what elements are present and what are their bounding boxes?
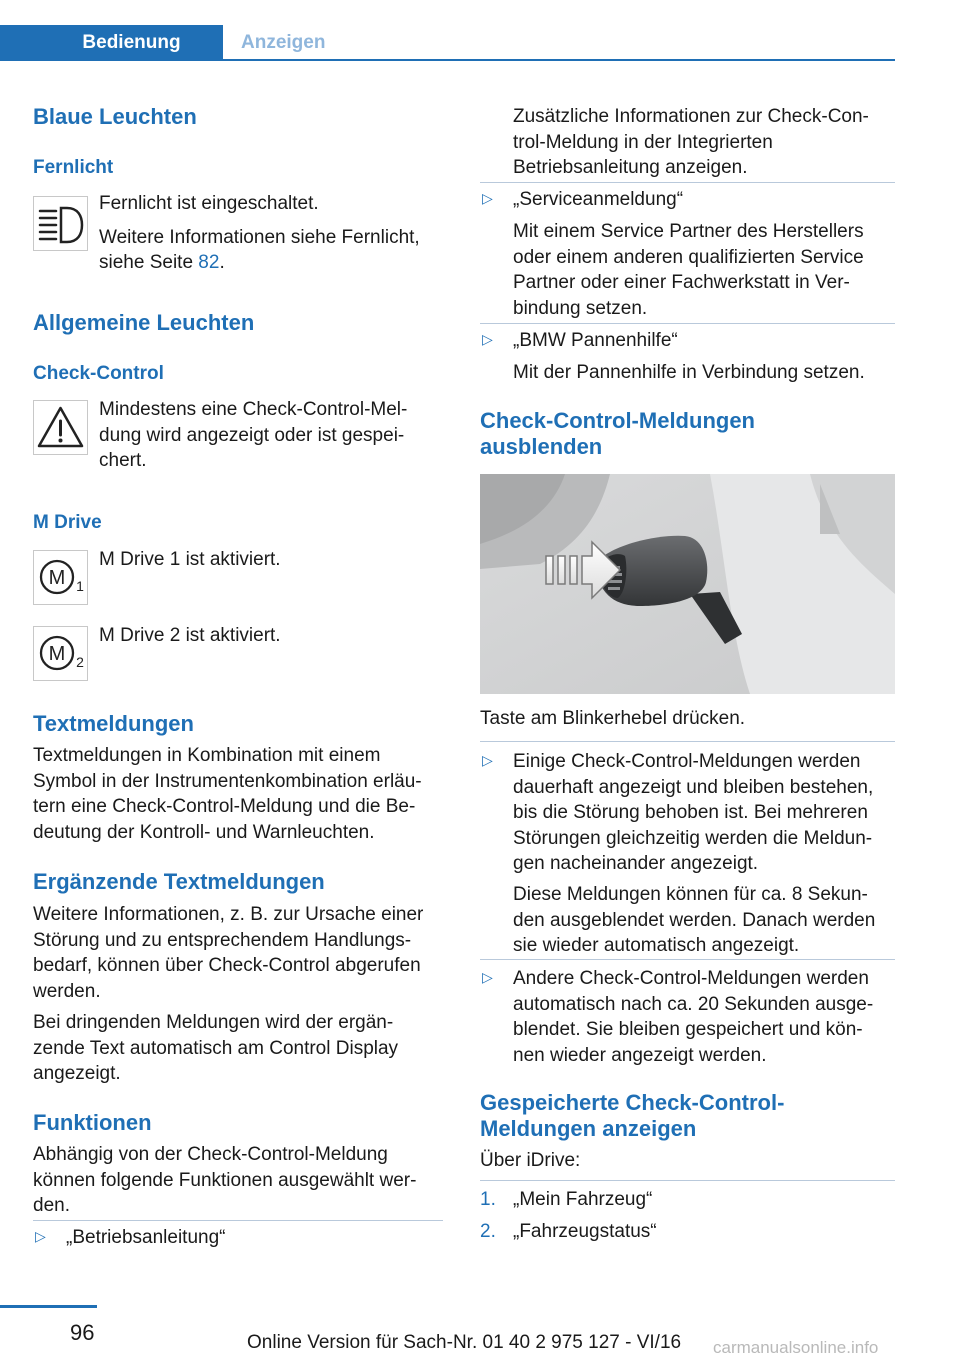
heading-m-drive: M Drive: [33, 512, 102, 533]
fernlicht-text-2a: Weitere Informationen siehe Fernlicht,: [99, 227, 420, 248]
heading-allgemeine-leuchten: Allgemeine Leuchten: [33, 310, 255, 335]
page-link-82[interactable]: 82: [198, 252, 220, 273]
footer-accent-line: [0, 1305, 97, 1308]
fernlicht-see-page-label: siehe Seite: [99, 252, 199, 273]
fernlicht-text-1: Fernlicht ist eingeschaltet.: [99, 193, 319, 214]
andere-line-2: automatisch nach ca. 20 Sekunden ausge-: [513, 993, 874, 1015]
m-drive-2-icon: [33, 626, 88, 681]
ergaenzende-p2-line-3: angezeigt.: [33, 1063, 121, 1084]
triangle-bullet-icon: ▷: [482, 190, 493, 206]
einige-extra-line-3: sie wieder automatisch angezeigt.: [513, 935, 800, 956]
funktionen-line-1: Abhängig von der Check-Control-Meldung: [33, 1144, 388, 1165]
page-number: 96: [70, 1320, 95, 1345]
watermark: carmanualsonline.info: [713, 1338, 879, 1357]
einige-line-4: Störungen gleichzeitig werden die Meldun-: [513, 827, 873, 849]
triangle-bullet-icon: ▷: [482, 752, 493, 768]
check-control-text: [99, 397, 407, 474]
heading-blaue-leuchten: Blaue Leuchten: [33, 104, 197, 129]
einige-extra-line-1: Diese Meldungen können für ca. 8 Sekun-: [513, 884, 868, 905]
ergaenzende-p2-line-1: Bei dringenden Meldungen wird der ergän-: [33, 1012, 394, 1033]
m-drive-2-text: M Drive 2 ist aktiviert.: [99, 625, 281, 646]
check-text-line-2: dung wird angezeigt oder ist gespei-: [99, 424, 405, 446]
funktionen-line-2: können folgende Funktionen ausgewählt wer-: [33, 1169, 417, 1191]
einige-extra-line-2: den ausgeblendet werden. Danach werden: [513, 909, 876, 931]
ausblenden-title-line-1: Check-Control-Meldungen: [480, 408, 755, 433]
taste-text: Taste am Blinkerhebel drücken.: [480, 708, 746, 729]
ueber-idrive-text: Über iDrive:: [480, 1150, 581, 1171]
triangle-bullet-icon: ▷: [482, 331, 493, 347]
gespeicherte-title-line-1: Gespeicherte Check-Control-: [480, 1090, 785, 1115]
heading-fernlicht: Fernlicht: [33, 157, 114, 178]
heading-textmeldungen: Textmeldungen: [33, 711, 194, 736]
svg-text:2: 2: [76, 654, 84, 670]
bullet-pannenhilfe: „BMW Pannenhilfe“: [513, 330, 678, 351]
step-number-1: 1.: [480, 1189, 496, 1210]
separator: [480, 1180, 895, 1181]
heading-gespeicherte-meldungen: [480, 1090, 784, 1142]
intro-line-3: Betriebsanleitung anzeigen.: [513, 157, 748, 178]
bullet-betriebsanleitung: „Betriebsanleitung“: [66, 1227, 226, 1248]
svg-text:1: 1: [76, 578, 84, 594]
ausblenden-title-line-2: ausblenden: [480, 434, 603, 459]
fernlicht-period: .: [219, 252, 225, 273]
service-paragraph: [513, 219, 864, 321]
intro-paragraph: [513, 104, 869, 181]
svg-text:M: M: [48, 643, 66, 665]
turn-signal-lever-image: [480, 474, 895, 694]
warning-triangle-icon: [33, 400, 88, 455]
check-text-line-1: Mindestens eine Check-Control-Mel-: [99, 399, 408, 420]
tab-anzeigen[interactable]: Anzeigen: [241, 32, 326, 53]
m-drive-1-icon: [33, 550, 88, 605]
ergaenzende-line-2: Störung und zu entsprechendem Handlungs-: [33, 929, 412, 951]
ergaenzende-p2-line-2: zende Text automatisch am Control Display: [33, 1037, 399, 1059]
step-number-2: 2.: [480, 1221, 496, 1242]
ergaenzende-line-3: bedarf, können über Check-Control abgerufen: [33, 955, 421, 976]
einige-line-5: gen nacheinander angezeigt.: [513, 853, 759, 874]
ergaenzende-paragraph-1: [33, 902, 423, 1004]
svg-text:M: M: [48, 567, 66, 589]
pannenhilfe-text: Mit der Pannenhilfe in Verbindung setzen.: [513, 362, 865, 383]
gespeicherte-title-line-2: Meldungen anzeigen: [480, 1116, 697, 1141]
ergaenzende-line-4: werden.: [33, 980, 101, 1002]
einige-extra-paragraph: [513, 882, 875, 959]
fernlicht-text-2b: [99, 250, 225, 275]
separator: [33, 1220, 443, 1221]
ergaenzende-paragraph-2: [33, 1010, 398, 1087]
heading-ergaenzende-textmeldungen: Ergänzende Textmeldungen: [33, 869, 325, 894]
tab-bedienung[interactable]: Bedienung: [0, 25, 223, 61]
bullet-andere: [513, 966, 873, 1068]
service-line-4: bindung setzen.: [513, 297, 648, 319]
check-text-line-3: chert.: [99, 450, 147, 471]
service-line-2: oder einem anderen qualifizierten Service: [513, 246, 864, 268]
einige-line-2: dauerhaft angezeigt und bleiben bestehen,: [513, 776, 874, 798]
funktionen-line-3: den.: [33, 1195, 70, 1216]
heading-check-control-ausblenden: [480, 408, 755, 460]
separator: [480, 741, 895, 742]
heading-funktionen: Funktionen: [33, 1110, 152, 1135]
header-tab-bar: [0, 25, 895, 61]
andere-line-4: nen wieder angezeigt werden.: [513, 1044, 767, 1066]
textmeldungen-line-2: Symbol in der Instrumentenkombination erläu-: [33, 770, 422, 792]
einige-line-1: Einige Check-Control-Meldungen werden: [513, 751, 861, 772]
intro-line-2: trol-Meldung in der Integrierten: [513, 131, 773, 153]
textmeldungen-paragraph: [33, 743, 422, 845]
separator: [480, 959, 895, 960]
textmeldungen-line-4: deutung der Kontroll- und Warnleuchten.: [33, 821, 375, 843]
m-drive-1-text: M Drive 1 ist aktiviert.: [99, 549, 281, 570]
separator: [480, 323, 895, 324]
bullet-serviceanmeldung: „Serviceanmeldung“: [513, 189, 684, 210]
service-line-3: Partner oder einer Fachwerkstatt in Ver-: [513, 272, 850, 293]
step-mein-fahrzeug: „Mein Fahrzeug“: [513, 1189, 653, 1210]
andere-line-3: blendet. Sie bleiben gespeichert und kön-: [513, 1019, 863, 1040]
ergaenzende-line-1: Weitere Informationen, z. B. zur Ursache einer: [33, 904, 424, 925]
separator: [480, 182, 895, 183]
textmeldungen-line-1: Textmeldungen in Kombination mit einem: [33, 745, 381, 766]
triangle-bullet-icon: ▷: [482, 969, 493, 985]
textmeldungen-line-3: tern eine Check-Control-Meldung und die Be-: [33, 796, 416, 817]
funktionen-paragraph: [33, 1142, 416, 1219]
andere-line-1: Andere Check-Control-Meldungen werden: [513, 968, 869, 989]
intro-line-1: Zusätzliche Informationen zur Check-Con-: [513, 106, 869, 127]
triangle-bullet-icon: ▷: [35, 1228, 46, 1244]
heading-check-control: Check-Control: [33, 363, 164, 384]
online-version-text: Online Version für Sach-Nr. 01 40 2 975 127 - VI/16: [247, 1332, 682, 1353]
high-beam-icon: [33, 196, 88, 251]
service-line-1: Mit einem Service Partner des Herstellers: [513, 221, 864, 242]
bullet-einige: [513, 749, 873, 877]
step-fahrzeugstatus: „Fahrzeugstatus“: [513, 1221, 657, 1242]
einige-line-3: bis die Störung behoben ist. Bei mehreren: [513, 802, 868, 823]
